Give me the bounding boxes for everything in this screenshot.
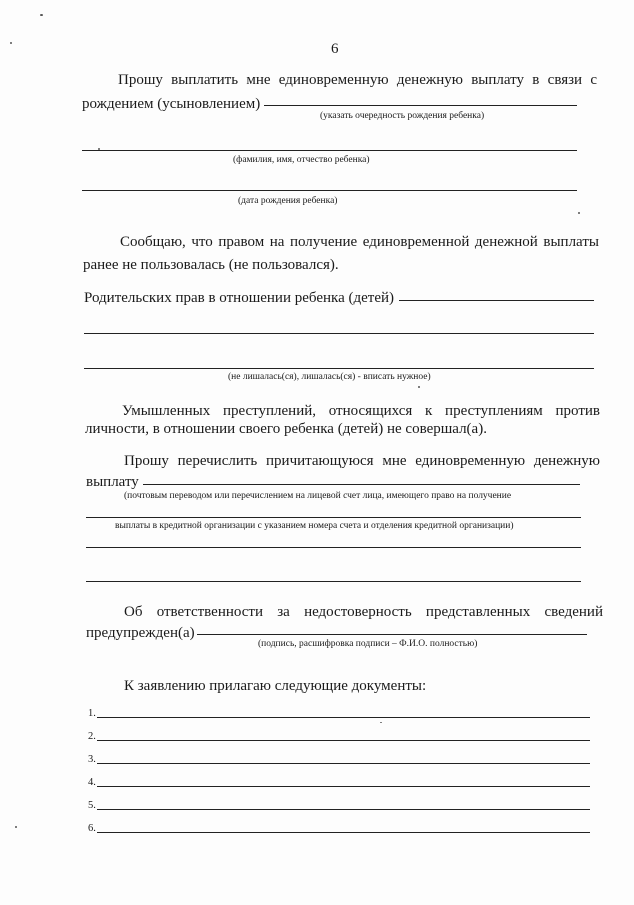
- word: мне: [382, 453, 407, 469]
- birth-order-caption: (указать очередность рождения ребенка): [320, 111, 485, 121]
- parental-rights-field-line2[interactable]: [84, 333, 594, 334]
- request-payment-line2: рождением (усыновлением): [82, 96, 261, 112]
- transfer-caption1: (почтовым переводом или перечислением на лицевой счет лица, имеющего право на получение: [124, 491, 512, 501]
- word: выплаты: [543, 234, 599, 250]
- word: за: [277, 604, 290, 620]
- word: сведений: [544, 604, 603, 620]
- attachment-field[interactable]: [97, 832, 590, 833]
- word: преступлениям: [445, 403, 543, 419]
- attachment-field[interactable]: [97, 763, 590, 764]
- word: Прошу: [124, 453, 169, 469]
- scan-speck: [578, 212, 580, 214]
- transfer-method-field-line2[interactable]: [86, 517, 581, 518]
- word: преступлений,: [222, 403, 317, 419]
- word: денежную: [396, 72, 463, 88]
- transfer-method-field-line3[interactable]: [86, 547, 581, 548]
- word: ответственности: [156, 604, 263, 620]
- child-name-caption: (фамилия, имя, отчество ребенка): [233, 155, 370, 165]
- transfer-caption2: выплаты в кредитной организации с указанием номера счета и отделения кредитной организации): [115, 521, 514, 531]
- word: причитающуюся: [266, 453, 374, 469]
- child-dob-field[interactable]: [82, 190, 577, 191]
- transfer-line1: [124, 452, 600, 470]
- transfer-method-field-line4[interactable]: [86, 581, 581, 582]
- word: относящихся: [328, 403, 413, 419]
- word: выплатить: [171, 72, 239, 88]
- responsibility-line1: [124, 603, 603, 621]
- word: Об: [124, 604, 143, 620]
- attachment-number: 3.: [88, 754, 96, 765]
- word: представленных: [425, 604, 531, 620]
- word: выплату: [471, 72, 525, 88]
- word: Прошу: [118, 72, 163, 88]
- word: Сообщаю,: [120, 234, 186, 250]
- attachment-number: 2.: [88, 731, 96, 742]
- parental-rights-caption: (не лишалась(ся), лишалась(ся) - вписать нужное): [228, 372, 431, 382]
- scan-speck: [380, 722, 382, 723]
- parental-rights-field-line3[interactable]: [84, 368, 594, 369]
- page-number: 6: [331, 41, 339, 57]
- child-name-field[interactable]: [82, 150, 577, 151]
- scan-speck: [15, 826, 17, 828]
- attachment-field[interactable]: [97, 740, 590, 741]
- signature-field[interactable]: [197, 634, 587, 635]
- word: к: [425, 403, 433, 419]
- word: правом: [218, 234, 265, 250]
- word: недостоверность: [304, 604, 412, 620]
- word: что: [191, 234, 213, 250]
- child-dob-caption: (дата рождения ребенка): [238, 196, 338, 206]
- word: единовременную: [415, 453, 526, 469]
- word: получение: [289, 234, 358, 250]
- not-used-line1: [120, 233, 599, 251]
- crimes-line2: личности, в отношении своего ребенка (детей) не совершал(а).: [85, 421, 487, 437]
- transfer-method-field[interactable]: [143, 484, 580, 485]
- scan-speck: [418, 386, 420, 388]
- parental-rights-label: Родительских прав в отношении ребенка (детей): [84, 290, 394, 306]
- word: мне: [246, 72, 271, 88]
- parental-rights-field[interactable]: [399, 300, 594, 301]
- responsibility-line2: предупрежден(а): [86, 625, 195, 641]
- word: связи: [547, 72, 583, 88]
- attachment-number: 4.: [88, 777, 96, 788]
- word: денежной: [474, 234, 538, 250]
- transfer-line2: выплату: [86, 474, 139, 490]
- attachment-field[interactable]: [97, 717, 590, 718]
- word: с: [590, 72, 597, 88]
- word: против: [555, 403, 600, 419]
- word: денежную: [533, 453, 600, 469]
- request-payment-line1: [118, 71, 597, 89]
- word: в: [532, 72, 540, 88]
- word: перечислить: [177, 453, 258, 469]
- attachment-number: 5.: [88, 800, 96, 811]
- attachment-number: 6.: [88, 823, 96, 834]
- word: единовременной: [362, 234, 470, 250]
- scan-speck: [10, 42, 12, 44]
- attachment-field[interactable]: [97, 786, 590, 787]
- birth-order-field[interactable]: [264, 105, 577, 106]
- word: Умышленных: [122, 403, 211, 419]
- signature-caption: (подпись, расшифровка подписи – Ф.И.О. полностью): [258, 639, 478, 649]
- attachment-number: 1.: [88, 708, 96, 719]
- attachment-field[interactable]: [97, 809, 590, 810]
- not-used-line2: ранее не пользовалась (не пользовался).: [83, 257, 339, 273]
- word: единовременную: [278, 72, 389, 88]
- attachments-heading: К заявлению прилагаю следующие документы:: [124, 678, 427, 694]
- crimes-line1: [122, 402, 600, 420]
- scan-speck: [40, 14, 43, 16]
- word: на: [269, 234, 285, 250]
